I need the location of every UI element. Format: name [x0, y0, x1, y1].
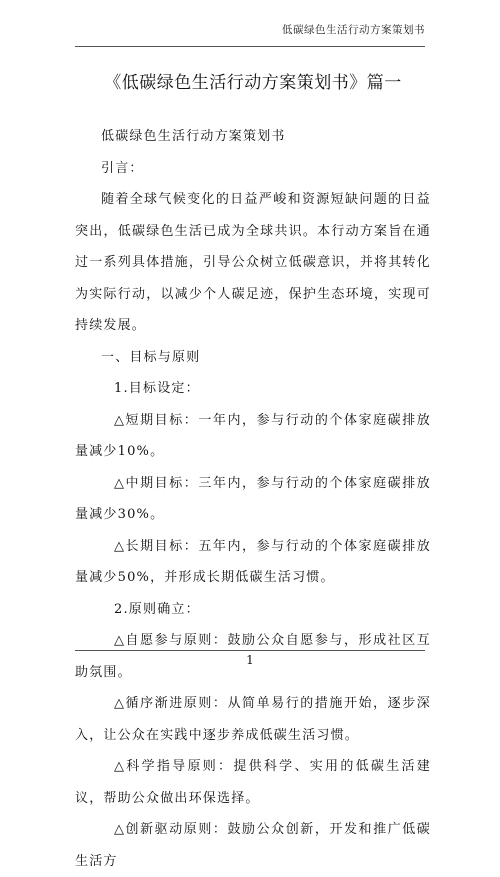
list-item-gradual: △循序渐进原则：从简单易行的措施开始，逐步深入，让公众在实践中逐步养成低碳生活习惯。	[75, 696, 431, 743]
paragraph-intro-label: 引言：	[101, 160, 144, 176]
list-item-long-term: △长期目标：五年内，参与行动的个体家庭碳排放量减少50%，并形成长期低碳生活习惯。	[75, 538, 431, 585]
subheading-principles: 2.原则确立：	[114, 601, 200, 617]
header-title: 低碳绿色生活行动方案策划书	[282, 24, 425, 36]
section-heading-goals: 一、目标与原则	[101, 349, 201, 365]
paragraph-subtitle: 低碳绿色生活行动方案策划书	[101, 129, 286, 144]
document-title: 《低碳绿色生活行动方案策划书》篇一	[104, 73, 402, 93]
page-number: 1	[246, 653, 254, 667]
list-item-short-term: △短期目标：一年内，参与行动的个体家庭碳排放量减少10%。	[75, 412, 431, 459]
list-item-innovation: △创新驱动原则：鼓励公众创新，开发和推广低碳生活方	[75, 822, 431, 869]
subheading-goal-setting: 1.目标设定：	[114, 381, 200, 396]
list-item-voluntary: △自愿参与原则：鼓励公众自愿参与，形成社区互助氛围。	[75, 633, 431, 680]
paragraph-intro-text: 随着全球气候变化的日益严峻和资源短缺问题的日益突出，低碳绿色生活已成为全球共识。本行动方案旨在通过一系列具体措施，引导公众树立低碳意识，并将其转化为实际行动，以减少个人碳足迹，保护生态环境，实现可持续发展。	[75, 192, 431, 333]
list-item-mid-term: △中期目标：三年内，参与行动的个体家庭碳排放量减少30%。	[75, 475, 431, 522]
page-header	[75, 0, 425, 47]
list-item-scientific: △科学指导原则：提供科学、实用的低碳生活建议，帮助公众做出环保选择。	[75, 759, 431, 806]
document-body	[75, 58, 431, 877]
page-footer	[75, 650, 425, 651]
